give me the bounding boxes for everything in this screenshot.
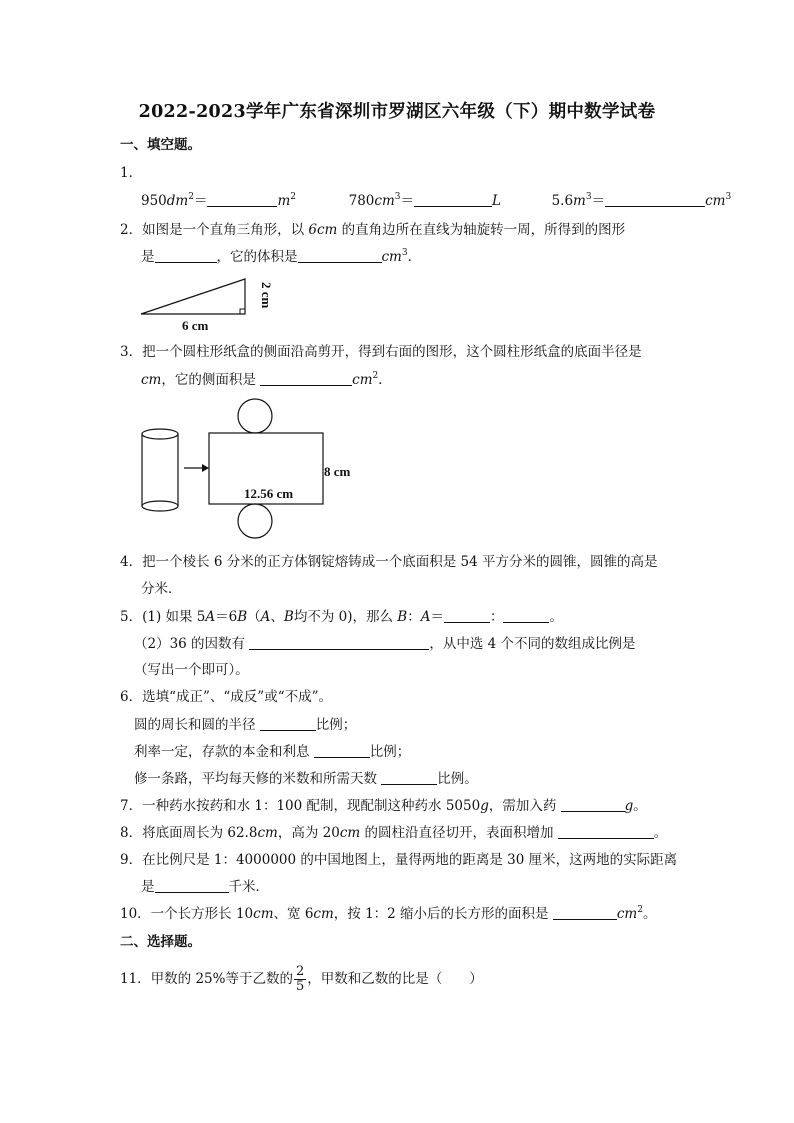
question-6-line-3 [134,743,410,761]
q6-item-1-text: 圆的周长和圆的半径 [134,717,260,733]
triangle-height-label: 2 cm [259,282,274,309]
q2-text-a: 2．如图是一个直角三角形，以 [120,222,309,238]
q7-mid: ，需加入药 [488,798,561,814]
question-4-line-2: 分米． [141,581,182,597]
q10-text-a: 10．一个长方形长 10 [120,906,254,922]
q1-eq-1: ＝ [193,193,208,209]
question-11 [120,962,483,996]
q2-line2-a: 是 [141,249,155,265]
q8-unit-2: cm [339,825,361,841]
q3-unit: cm [141,372,162,388]
q5-line2-a: （2）36 的因数有 [134,636,250,652]
question-9-line-1: 9．在比例尺是 1：4000000 的中国地图上，量得两地的距离是 30 厘米，这两地的实际距离 [120,852,678,868]
q11-fraction-numerator: 2 [295,964,305,979]
bottom-circle [238,504,272,538]
q5-var-b: B [237,609,248,625]
q3-answer-blank-area[interactable] [260,371,352,386]
question-1-number: 1． [120,165,143,181]
right-triangle [141,279,245,314]
q10-unit-1: cm [253,906,274,922]
q5-end: 。 [549,609,563,625]
q5-text-a: 5．(1) 如果 5 [120,609,206,625]
q9-line2-a: 是 [141,879,155,895]
q1-e-unit: m [573,193,586,209]
cylinder-shape [142,429,178,511]
cylinder-net-figure [138,396,378,546]
q7-answer-blank[interactable] [561,797,625,812]
q6-answer-blank-2[interactable] [314,743,370,758]
q1-e-value: 5.6 [551,193,574,209]
question-6-line-1: 6．选填“成正”、“成反”或“不成”。 [120,689,332,705]
q1-a-value: 950 [141,193,167,209]
question-2-line-1 [120,221,625,239]
q10-end-unit: cm [616,906,638,922]
q8-end: 。 [653,825,668,841]
q5-text-g: ＝ [430,609,444,625]
question-8 [120,824,667,842]
q1-answer-blank-1[interactable] [207,192,277,207]
q1-answer-blank-3[interactable] [605,192,705,207]
triangle-base-label: 6 cm [182,318,209,333]
q5-var-a-2: A [260,609,271,625]
q5-var-b-2: B [283,609,294,625]
q10-text-b: 、宽 6 [273,906,314,922]
q1-b-unit: m [277,193,291,209]
q8-text-a: 8．将底面周长为 62.8 [120,825,258,841]
q5-answer-blank-ratio-2[interactable] [503,608,549,623]
q7-unit: g [480,798,489,814]
q5-text-b: ＝6 [215,609,238,625]
q7-end-unit: g [624,798,634,814]
q10-text-c: ，按 1：2 缩小后的长方形的面积是 [333,906,553,922]
question-7 [120,797,647,815]
question-4-line-1: 4．把一个棱长 6 分米的正方体钢锭熔铸成一个底面积是 54 平方分米的圆锥，圆锥的高是 [120,554,658,570]
q1-e-exp: 3 [585,192,592,202]
q1-c-value: 780 [348,193,375,209]
q9-answer-blank[interactable] [155,878,229,893]
q1-b-exp: 2 [290,192,297,202]
q11-fraction [294,965,306,994]
q9-line2-b: 千米． [228,879,269,895]
q3-exp: 2 [372,371,379,381]
q6-answer-blank-1[interactable] [260,716,316,731]
question-3-line-1: 3．把一个圆柱形纸盒的侧面沿高剪开，得到右面的图形，这个圆柱形纸盒的底面半径是 [120,344,642,360]
q11-text-a: 11．甲数的 25%等于乙数的 [120,971,293,987]
arrow-icon [184,464,209,472]
question-5-line-1 [120,608,563,626]
q1-f-exp: 3 [725,192,732,202]
q3-unit-2: cm [352,372,373,388]
q11-fraction-denominator: 5 [295,979,305,994]
q1-f-unit: cm [705,193,726,209]
q5-text-c: （ [247,609,261,625]
question-1-conversions [141,192,731,210]
q7-end: 。 [633,798,647,814]
q2-answer-blank-shape[interactable] [155,248,217,263]
q3-line2-a: ，它的侧面积是 [161,372,261,388]
q7-text: 7．一种药水按药和水 1：100 配制，现配制这种药水 5050 [120,798,481,814]
question-6-line-2 [134,716,356,734]
q6-item-3-suffix: 比例。 [437,771,478,787]
q1-eq-2: ＝ [400,193,414,209]
q5-colon: ： [489,609,504,625]
q6-item-2-suffix: 比例； [369,744,411,760]
q1-c-unit: cm [374,193,395,209]
rectangle-width-label: 12.56 cm [244,486,294,501]
page-title: 2022-2023学年广东省深圳市罗湖区六年级（下）期中数学试卷 [138,102,656,122]
section-fill-in-header: 一、填空题。 [120,137,201,153]
section-choice-header: 二、选择题。 [120,934,201,950]
question-6-line-4 [134,770,478,788]
q5-line2-b: ，从中选 4 个不同的数组成比例是 [429,636,636,652]
q5-text-d: 、 [270,609,284,625]
q3-end: ． [378,372,392,388]
q1-d-unit: L [492,193,501,209]
q2-answer-blank-volume[interactable] [298,248,382,263]
q2-line2-b: ，它的体积是 [216,249,298,265]
top-circle [238,399,272,433]
q5-text-f: ： [407,609,421,625]
question-3-line-2 [141,371,392,389]
q2-line2-end: ． [407,249,422,265]
q8-text-b: ，高为 20 [277,825,340,841]
q5-text-e: 均不为 0)，那么 [293,609,398,625]
right-triangle-figure [138,276,278,336]
q5-answer-blank-ratio-1[interactable] [444,608,490,623]
question-5-line-2 [134,635,636,653]
q10-unit-2: cm [313,906,334,922]
q10-answer-blank[interactable] [553,905,617,920]
q5-var-a-3: A [420,609,431,625]
rectangle-height-label: 8 cm [324,464,351,479]
q1-c-exp: 3 [394,192,401,202]
q5-var-a: A [205,609,216,625]
q6-item-2-text: 利率一定，存款的本金和利息 [134,744,314,760]
q6-item-1-suffix: 比例； [315,717,357,733]
question-9-line-2 [141,878,269,896]
question-10 [120,905,656,923]
question-5-line-3: （写出一个即可）。 [134,662,249,678]
q8-unit-1: cm [257,825,278,841]
q2-unit: 6cm [308,222,338,238]
q2-line2-unit: cm [381,249,402,265]
q1-answer-blank-2[interactable] [414,192,492,207]
q11-text-b: ，甲数和乙数的比是（ ） [307,971,483,987]
q10-end: 。 [642,906,657,922]
q5-var-b-3: B [397,609,408,625]
q1-a-unit: dm [166,193,189,209]
right-angle-mark [240,309,245,314]
question-2-line-2 [141,248,421,266]
q8-answer-blank[interactable] [558,824,654,839]
q6-item-3-text: 修一条路，平均每天修的米数和所需天数 [134,771,382,787]
q2-text-b: 的直角边所在直线为轴旋转一周，所得到的图形 [337,222,626,238]
q5-answer-blank-factors[interactable] [249,635,429,650]
q1-eq-3: ＝ [591,193,606,209]
q1-a-exp: 2 [188,192,194,202]
q8-text-c: 的圆柱沿直径切开，表面积增加 [360,825,558,841]
q2-line2-exp: 3 [401,248,408,258]
q10-exp: 2 [637,905,643,915]
q6-answer-blank-3[interactable] [381,770,437,785]
